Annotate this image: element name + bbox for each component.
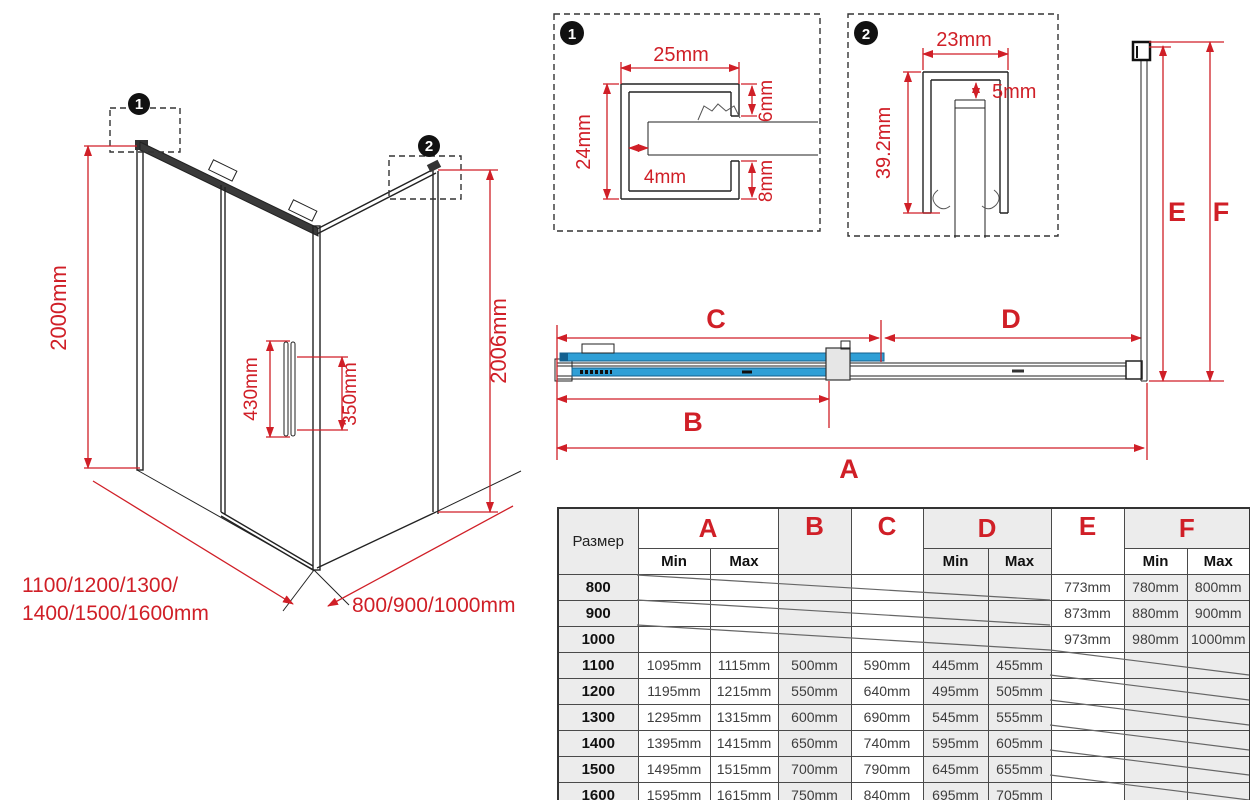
table-cell [778, 626, 851, 652]
table-cell: 1415mm [710, 730, 778, 756]
side-panel-glass [1141, 48, 1147, 381]
size-cell: 1400 [558, 730, 638, 756]
header-f-min: Min [1124, 548, 1187, 574]
header-a: A [638, 508, 778, 548]
table-row [558, 626, 1250, 652]
table-row [558, 704, 1250, 730]
table-cell [1187, 730, 1250, 756]
depth-leader [328, 506, 513, 606]
dim-a-label: A [839, 454, 859, 484]
table-cell [988, 600, 1051, 626]
table-cell: 495mm [923, 678, 988, 704]
size-cell: 1300 [558, 704, 638, 730]
table-cell: 1315mm [710, 704, 778, 730]
table-cell [1187, 704, 1250, 730]
header-e: E [1051, 508, 1124, 574]
table-cell: 790mm [851, 756, 923, 782]
table-cell: 780mm [1124, 574, 1187, 600]
door-handle [284, 342, 295, 436]
table-cell: 650mm [778, 730, 851, 756]
table-cell [851, 600, 923, 626]
left-wall-profile [137, 144, 143, 470]
table-cell [710, 626, 778, 652]
table-cell [1051, 704, 1124, 730]
width-label-line2: 1400/1500/1600mm [22, 602, 209, 625]
table-cell: 973mm [1051, 626, 1124, 652]
handle-height-label: 430mm [241, 357, 262, 421]
table-cell [923, 574, 988, 600]
table-cell [988, 574, 1051, 600]
header-a-min: Min [638, 548, 710, 574]
detail-1-left-dim: 24mm [573, 114, 595, 170]
table-row [558, 782, 1250, 800]
size-cell: 900 [558, 600, 638, 626]
table-cell: 1215mm [710, 678, 778, 704]
detail-1-right-top-dim: 6mm [756, 79, 777, 123]
size-cell: 1100 [558, 652, 638, 678]
detail-1-right-bottom-dim: 8mm [756, 159, 777, 203]
table-cell: 900mm [1187, 600, 1250, 626]
table-cell [851, 626, 923, 652]
table-cell: 705mm [988, 782, 1051, 800]
callout-2-number: 2 [424, 138, 434, 155]
table-cell: 1295mm [638, 704, 710, 730]
table-cell: 700mm [778, 756, 851, 782]
door-stopper-bracket [826, 348, 850, 380]
table-cell [1187, 782, 1250, 800]
callout-1-number: 1 [134, 96, 144, 113]
table-cell [1187, 756, 1250, 782]
plan-view [555, 304, 1147, 484]
glass-panel-section [955, 100, 985, 238]
table-cell: 505mm [988, 678, 1051, 704]
table-cell: 1395mm [638, 730, 710, 756]
table-cell [1124, 652, 1187, 678]
callout-box-2 [389, 156, 461, 199]
table-cell [923, 600, 988, 626]
table-cell: 690mm [851, 704, 923, 730]
table-cell: 880mm [1124, 600, 1187, 626]
dimension-table [557, 507, 1250, 800]
table-cell [710, 600, 778, 626]
dim-e-label: E [1167, 197, 1187, 227]
table-cell [1051, 652, 1124, 678]
table-row [558, 600, 1250, 626]
corner-bracket [1126, 361, 1142, 379]
top-rail [140, 142, 318, 236]
detail-1-number: 1 [567, 26, 577, 43]
roller-clips [933, 190, 999, 209]
header-size: Размер [558, 508, 638, 574]
table-row [558, 574, 1250, 600]
table-cell [778, 600, 851, 626]
table-row [558, 756, 1250, 782]
side-panel [317, 168, 438, 568]
detail-1 [554, 14, 820, 231]
side-panel-top-profile [1133, 42, 1150, 60]
table-cell [638, 574, 710, 600]
table-cell: 550mm [778, 678, 851, 704]
seal-clip [698, 104, 740, 120]
table-cell [1051, 756, 1124, 782]
size-cell: 1500 [558, 756, 638, 782]
size-cell: 1000 [558, 626, 638, 652]
detail-1-inner-dim: 4mm [643, 167, 687, 188]
detail-1-top-dim: 25mm [653, 44, 709, 66]
table-cell [1051, 678, 1124, 704]
corner-post [313, 226, 320, 570]
table-cell: 595mm [923, 730, 988, 756]
table-cell: 1095mm [638, 652, 710, 678]
depth-label: 800/900/1000mm [352, 594, 516, 617]
table-cell: 873mm [1051, 600, 1124, 626]
table-cell [638, 600, 710, 626]
table-cell: 640mm [851, 678, 923, 704]
header-c: C [851, 508, 923, 574]
header-d-min: Min [923, 548, 988, 574]
height-left-label: 2000mm [46, 265, 71, 351]
height-right-label: 2006mm [486, 298, 511, 384]
detail-2-number: 2 [861, 26, 871, 43]
size-cell: 1200 [558, 678, 638, 704]
table-cell: 545mm [923, 704, 988, 730]
table-cell: 750mm [778, 782, 851, 800]
table-cell: 1000mm [1187, 626, 1250, 652]
table-cell: 600mm [778, 704, 851, 730]
table-row [558, 730, 1250, 756]
header-f: F [1124, 508, 1250, 548]
table-cell: 1115mm [710, 652, 778, 678]
width-label-line1: 1100/1200/1300/ [22, 574, 179, 597]
detail-2 [848, 14, 1058, 238]
header-d-max: Max [988, 548, 1051, 574]
table-cell: 445mm [923, 652, 988, 678]
table-cell: 645mm [923, 756, 988, 782]
table-row [558, 678, 1250, 704]
table-cell [1124, 756, 1187, 782]
table-cell: 500mm [778, 652, 851, 678]
table-cell [710, 574, 778, 600]
table-cell: 773mm [1051, 574, 1124, 600]
extension-lines [283, 471, 521, 611]
table-cell: 980mm [1124, 626, 1187, 652]
header-a-max: Max [710, 548, 778, 574]
table-cell: 1515mm [710, 756, 778, 782]
detail-2-height-dim: 39.2mm [873, 106, 895, 180]
table-cell: 1615mm [710, 782, 778, 800]
table-cell: 655mm [988, 756, 1051, 782]
sliding-door-panel [221, 185, 313, 570]
table-cell [778, 574, 851, 600]
dim-d-label: D [1001, 304, 1021, 334]
door-end-cap [560, 353, 568, 361]
table-cell [1051, 782, 1124, 800]
glass-panel-section [648, 122, 818, 155]
table-cell [988, 626, 1051, 652]
table-cell: 605mm [988, 730, 1051, 756]
table-cell [1187, 678, 1250, 704]
handle-inner-label: 350mm [340, 362, 361, 426]
table-cell: 800mm [1187, 574, 1250, 600]
detail-2-gap-dim: 5mm [992, 81, 1037, 103]
header-b: B [778, 508, 851, 574]
header-d: D [923, 508, 1051, 548]
table-cell: 1195mm [638, 678, 710, 704]
table-cell [1124, 730, 1187, 756]
table-cell: 555mm [988, 704, 1051, 730]
table-cell [638, 626, 710, 652]
table-cell: 840mm [851, 782, 923, 800]
door-carriage [582, 344, 614, 353]
table-cell: 740mm [851, 730, 923, 756]
dim-f-label: F [1212, 197, 1230, 227]
table-cell: 455mm [988, 652, 1051, 678]
table-cell [1124, 704, 1187, 730]
table-cell [1124, 678, 1187, 704]
table-cell [1187, 652, 1250, 678]
dim-b-label: B [683, 407, 703, 437]
size-cell: 800 [558, 574, 638, 600]
side-panel-section [1133, 42, 1229, 381]
table-cell: 1495mm [638, 756, 710, 782]
size-cell: 1600 [558, 782, 638, 800]
table-row [558, 652, 1250, 678]
dim-c-label: C [706, 304, 726, 334]
isometric-view [22, 93, 521, 625]
table-cell: 1595mm [638, 782, 710, 800]
table-cell: 590mm [851, 652, 923, 678]
table-cell [851, 574, 923, 600]
table-cell [923, 626, 988, 652]
detail-2-top-dim: 23mm [936, 29, 992, 51]
table-cell [1124, 782, 1187, 800]
table-cell: 695mm [923, 782, 988, 800]
header-f-max: Max [1187, 548, 1250, 574]
table-cell [1051, 730, 1124, 756]
